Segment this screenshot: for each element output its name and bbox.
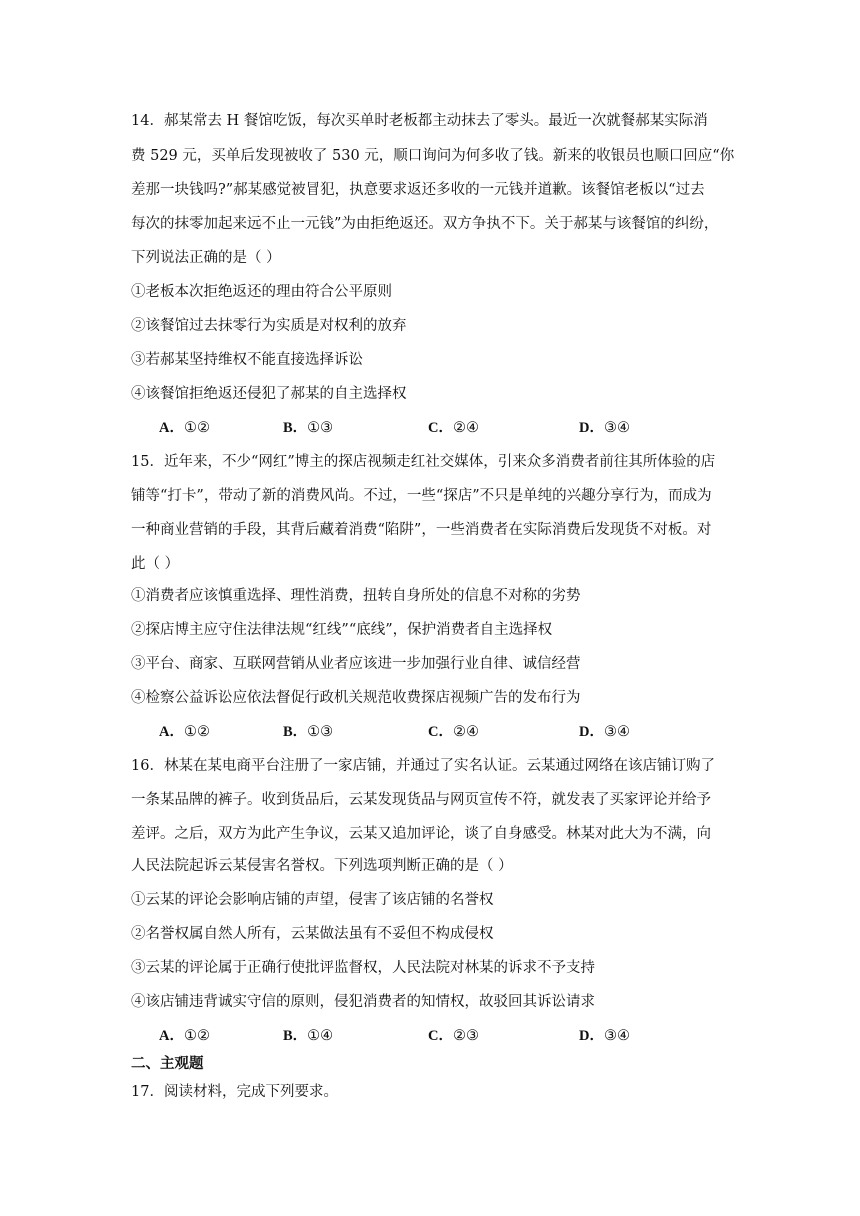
q16-item-4: ④该店铺违背诚实守信的原则，侵犯消费者的知情权，故驳回其诉讼请求: [131, 994, 595, 1010]
q15-item-4: ④检察公益诉讼应依法督促行政机关规范收费探店视频广告的发布行为: [131, 690, 581, 706]
q16-option-b[interactable]: B．①④: [283, 1028, 334, 1044]
q14-item-2: ②该餐馆过去抹零行为实质是对权利的放弃: [131, 318, 407, 334]
q16-stem-line: 16．林某在某电商平台注册了一家店铺，并通过了实名认证。云某通过网络在该店铺订购了: [131, 758, 715, 774]
q15-option-b[interactable]: B．①③: [283, 724, 334, 740]
q15-item-3: ③平台、商家、互联网营销从业者应该进一步加强行业自律、诚信经营: [131, 656, 581, 672]
q14-stem-line: 下列说法正确的是（ ）: [131, 250, 281, 266]
q16-item-2: ②名誉权属自然人所有，云某做法虽有不妥但不构成侵权: [131, 926, 494, 942]
q16-item-1: ①云某的评论会影响店铺的声望，侵害了该店铺的名誉权: [131, 892, 494, 908]
q14-stem-line: 每次的抹零加起来远不止一元钱”为由拒绝返还。双方争执不下。关于郝某与该餐馆的纠纷，: [131, 216, 719, 232]
q15-option-d[interactable]: D．③④: [579, 724, 630, 740]
q15-item-1: ①消费者应该慎重选择、理性消费，扭转自身所处的信息不对称的劣势: [131, 588, 581, 604]
q15-option-c[interactable]: C．②④: [428, 724, 479, 740]
q14-item-1: ①老板本次拒绝返还的理由符合公平原则: [131, 284, 392, 300]
q14-item-4: ④该餐馆拒绝返还侵犯了郝某的自主选择权: [131, 386, 407, 402]
section-heading: 二、主观题: [131, 1056, 204, 1072]
q15-option-a[interactable]: A．①②: [159, 724, 210, 740]
q15-item-2: ②探店博主应守住法律法规“红线”“底线”，保护消费者自主选择权: [131, 622, 553, 638]
question-17-stem: 17．阅读材料，完成下列要求。: [131, 1084, 338, 1100]
q15-stem-line: 此（ ）: [131, 556, 180, 572]
q16-option-d[interactable]: D．③④: [579, 1028, 630, 1044]
q14-item-3: ③若郝某坚持维权不能直接选择诉讼: [131, 352, 363, 368]
q14-option-b[interactable]: B．①③: [283, 420, 334, 436]
q14-stem-line: 差那一块钱吗?”郝某感觉被冒犯，执意要求返还多收的一元钱并道歉。该餐馆老板以“过去: [131, 182, 705, 198]
q16-option-c[interactable]: C．②③: [428, 1028, 479, 1044]
q14-option-a[interactable]: A．①②: [159, 420, 210, 436]
q15-stem-line: 铺等“打卡”，带动了新的消费风尚。不过，一些“探店”不只是单纯的兴趣分享行为，而成为: [131, 488, 712, 504]
q14-option-c[interactable]: C．②④: [428, 420, 479, 436]
q14-stem-line: 费 529 元，买单后发现被收了 530 元，顺口询问为何多收了钱。新来的收银员也顺口回应“你: [131, 148, 735, 164]
q16-item-3: ③云某的评论属于正确行使批评监督权，人民法院对林某的诉求不予支持: [131, 960, 595, 976]
q15-stem-line: 一种商业营销的手段，其背后藏着消费“陷阱”，一些消费者在实际消费后发现货不对板。对: [131, 522, 712, 538]
q16-stem-line: 一条某品牌的裤子。收到货品后，云某发现货品与网页宣传不符，就发表了买家评论并给予: [131, 792, 711, 808]
q14-stem-line: 14．郝某常去 H 餐馆吃饭，每次买单时老板都主动抹去了零头。最近一次就餐郝某实际消: [131, 113, 708, 129]
q16-stem-line: 人民法院起诉云某侵害名誉权。下列选项判断正确的是（ ）: [131, 858, 513, 874]
q16-stem-line: 差评。之后，双方为此产生争议，云某又追加评论，谈了自身感受。林某对此大为不满，向: [131, 826, 711, 842]
q15-stem-line: 15．近年来，不少“网红”博主的探店视频走红社交媒体，引来众多消费者前往其所体验的店: [131, 454, 716, 470]
q14-option-d[interactable]: D．③④: [579, 420, 630, 436]
q16-option-a[interactable]: A．①②: [159, 1028, 210, 1044]
